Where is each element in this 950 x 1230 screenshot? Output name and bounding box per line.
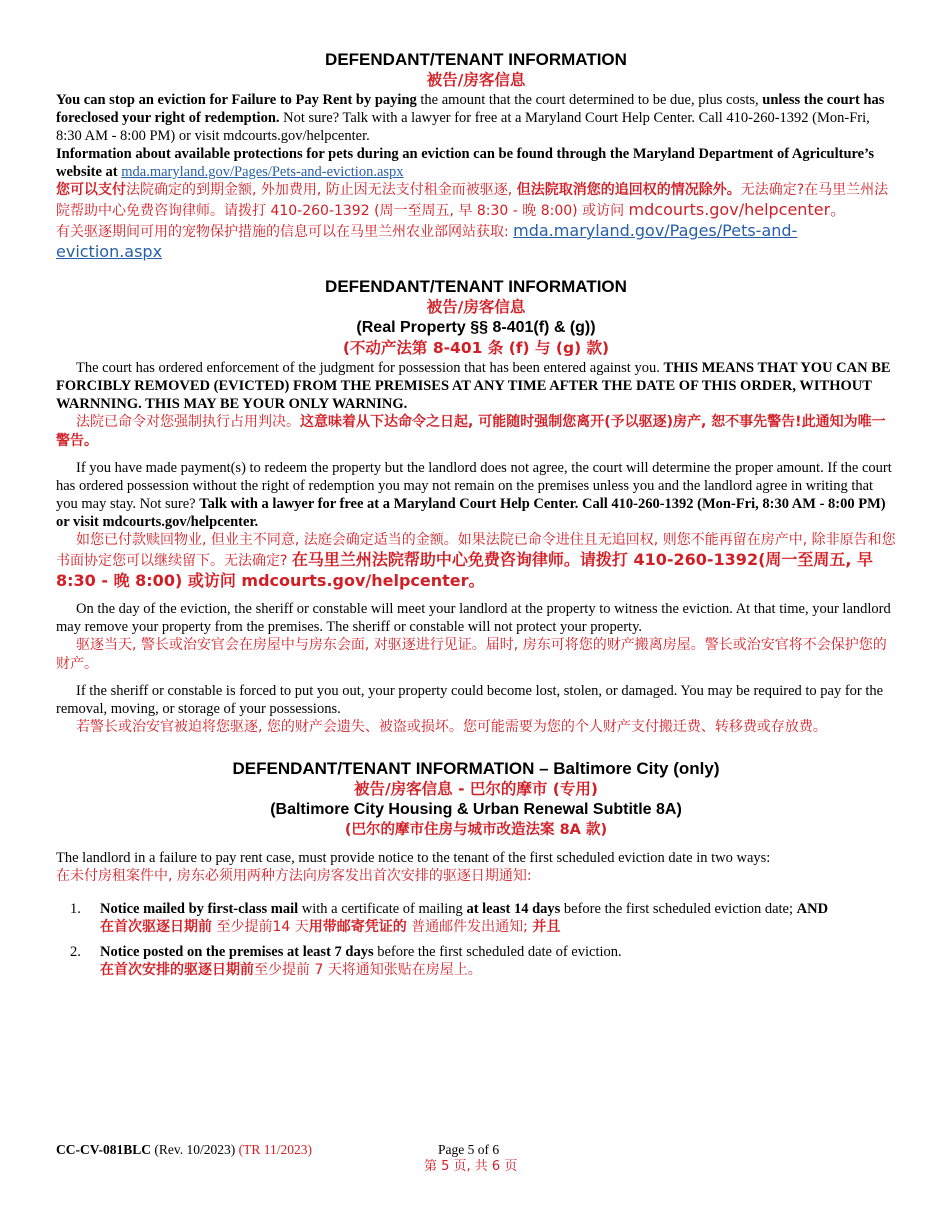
section3-intro: The landlord in a failure to pay rent case, must provide notice to the tenant of the first scheduled eviction date in two ways: bbox=[56, 850, 771, 866]
page-number-zh: 第 5 页, 共 6 页 bbox=[424, 1159, 518, 1174]
section2-paragraph-zh-2: 如您已付款赎回物业, 但业主不同意, 法庭会确定适当的金额。如果法院已命令进住且无追回权, 则您不能再留在房产中, 除非原告和您书面协定您可以继续留下。无法确定? 在马里兰州法院帮助中心免费咨询律师。请拨打 410-260-1392(周一至周五, 早 8:30 - 晚 8:00) 或访问 mdcourts.gov/helpcenter。 bbox=[56, 532, 896, 590]
section2-paragraph-zh-4: 若警长或治安官被迫将您驱逐, 您的财产会遗失、被盗或损坏。您可能需要为您的个人财产支付搬迁费、转移费或存放费。 bbox=[76, 719, 827, 735]
form-identifier: CC-CV-081BLC (Rev. 10/2023) (TR 11/2023) bbox=[56, 1142, 312, 1157]
pets-eviction-link[interactable]: mda.maryland.gov/Pages/Pets-and-eviction.aspx bbox=[121, 164, 404, 180]
section2-paragraph-1: The court has ordered enforcement of the judgment for possession that has been entered against you. THIS MEANS THAT YOU CAN BE FORCIBLY REMOVED (EVICTED) FROM THE PREMISES AT ANY TIME AFTER THE DATE OF THIS ORDER, WITHOUT WARNNING. THIS MAY BE YOUR ONLY WARNING. bbox=[56, 360, 891, 412]
section1-title-zh: 被告/房客信息 bbox=[426, 71, 526, 89]
list-item: 1. Notice mailed by first-class mail with a certificate of mailing at least 14 days before the first scheduled eviction date; AND 在首次驱逐日期前 至少提前14 天用带邮寄凭证的 普通邮件发出通知; 并且 bbox=[70, 901, 829, 935]
section3-subtitle-zh: (巴尔的摩市住房与城市改造法案 8A 款) bbox=[344, 822, 608, 838]
notice-requirements-list bbox=[56, 900, 896, 980]
section3-title-zh: 被告/房客信息 - 巴尔的摩市 (专用) bbox=[354, 780, 598, 798]
document-page bbox=[56, 50, 896, 980]
pets-eviction-link-zh[interactable]: mda.maryland.gov/Pages/Pets-and-eviction.aspx bbox=[56, 221, 798, 261]
section3-title: DEFENDANT/TENANT INFORMATION – Baltimore City (only) bbox=[232, 759, 720, 778]
section2-subtitle-zh: (不动产法第 8-401 条 (f) 与 (g) 款) bbox=[342, 339, 610, 357]
section1-paragraph-1: You can stop an eviction for Failure to Pay Rent by paying the amount that the court determined to be due, plus costs, unless the court has foreclosed your right of redemption. Not sure? Talk with a lawyer for free at a Maryland Court Help Center. Call 410-260-1392 (Mon-Fri, 8:30 AM - 8:00 PM) or visit mdcourts.gov/helpcenter. bbox=[56, 92, 885, 144]
section3-subtitle: (Baltimore City Housing & Urban Renewal Subtitle 8A) bbox=[270, 801, 682, 818]
section2-subtitle: (Real Property §§ 8-401(f) & (g)) bbox=[356, 319, 596, 336]
section1-paragraph-2: Information about available protections for pets during an eviction can be found through the Maryland Department of Agriculture’s website at mda.maryland.gov/Pages/Pets-and-eviction.aspx bbox=[56, 146, 875, 180]
section2-paragraph-2: If you have made payment(s) to redeem the property but the landlord does not agree, the court will determine the proper amount. If the court has ordered possession without the right of redemption you may not remain on the premises unless you and the landlord agree in writing that you may stay. Not sure? Talk with a lawyer for free at a Maryland Court Help Center. Call 410-260-1392 (Mon-Fri, 8:30 AM - 8:00 PM) or visit mdcourts.gov/helpcenter. bbox=[56, 460, 892, 530]
section1-title: DEFENDANT/TENANT INFORMATION bbox=[325, 50, 627, 69]
section1-paragraph-zh-2: 有关驱逐期间可用的宠物保护措施的信息可以在马里兰州农业部网站获取: mda.maryland.gov/Pages/Pets-and-eviction.aspx bbox=[56, 221, 798, 261]
section2-paragraph-3: On the day of the eviction, the sheriff or constable will meet your landlord at the property to witness the eviction. At that time, your landlord may remove your property from the premises. The sheriff or constable will not protect your property. bbox=[56, 601, 891, 635]
list-item: 2. Notice posted on the premises at least 7 days before the first scheduled date of eviction. 在首次安排的驱逐日期前至少提前 7 天将通知张贴在房屋上。 bbox=[70, 944, 622, 978]
section2-paragraph-zh-3: 驱逐当天, 警长或治安官会在房屋中与房东会面, 对驱逐进行见证。届时, 房东可将您的财产搬离房屋。警长或治安官将不会保护您的财产。 bbox=[56, 637, 887, 672]
section2-title: DEFENDANT/TENANT INFORMATION bbox=[325, 277, 627, 296]
section2-title-zh: 被告/房客信息 bbox=[426, 298, 526, 316]
section2-paragraph-4: If the sheriff or constable is forced to put you out, your property could become lost, stolen, or damaged. You may be required to pay for the removal, moving, or storage of your possessions. bbox=[56, 683, 884, 717]
page-number: Page 5 of 6 bbox=[438, 1142, 500, 1157]
section1-paragraph-zh-1: 您可以支付法院确定的到期金额, 外加费用, 防止因无法支付租金而被驱逐, 但法院取消您的追回权的情况除外。无法确定?在马里兰州法院帮助中心免费咨询律师。请拨打 410-260-1392 (周一至周五, 早 8:30 - 晚 8:00) 或访问 mdcourts.gov/helpcenter。 bbox=[56, 182, 889, 219]
section2-paragraph-zh-1: 法院已命令对您强制执行占用判决。这意味着从下达命令之日起, 可能随时强制您离开(予以驱逐)房产, 恕不事先警告!此通知为唯一警告。 bbox=[56, 414, 886, 449]
section3-intro-zh: 在未付房租案件中, 房东必须用两种方法向房客发出首次安排的驱逐日期通知: bbox=[56, 868, 532, 884]
